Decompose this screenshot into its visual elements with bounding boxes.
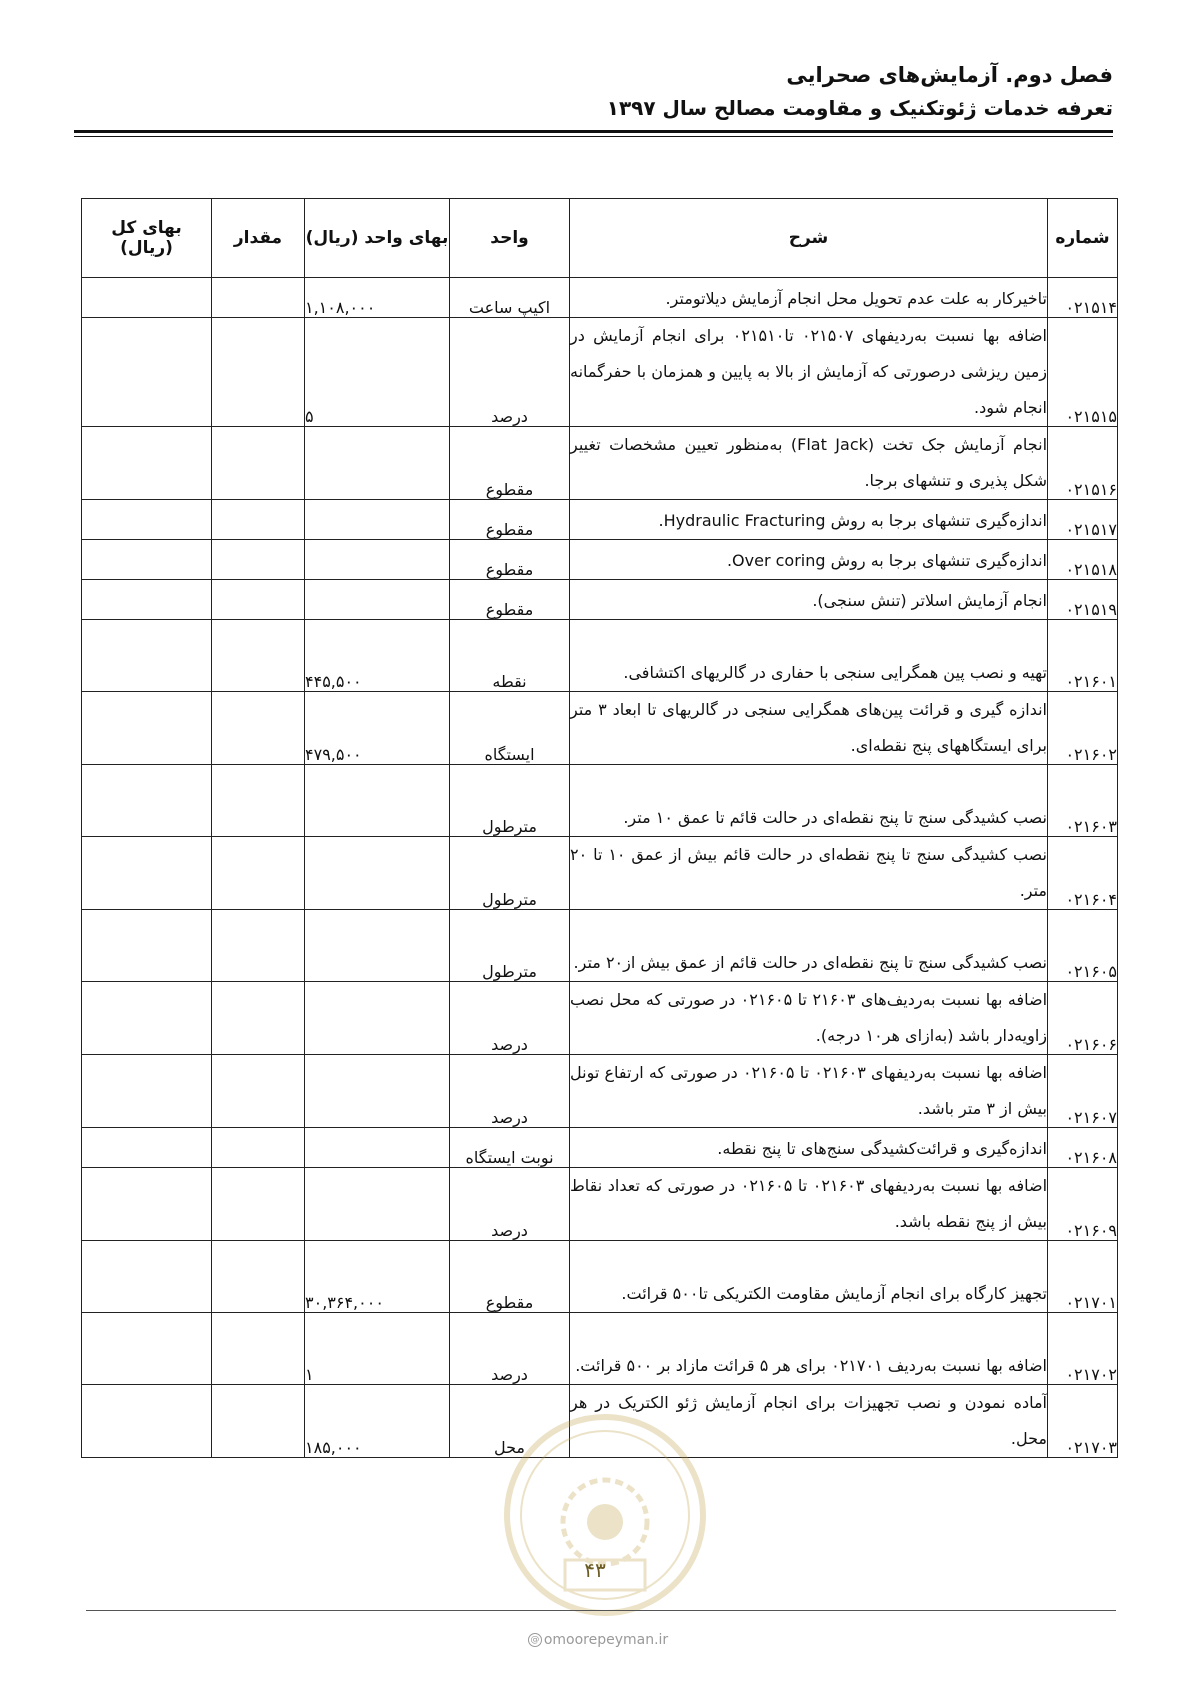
row-quantity	[212, 540, 305, 580]
row-quantity	[212, 1055, 305, 1128]
row-unit: اکیپ ساعت	[450, 278, 570, 318]
row-unit-price: ۵	[305, 318, 450, 427]
row-quantity	[212, 580, 305, 620]
row-quantity	[212, 278, 305, 318]
row-number: ۰۲۱۷۰۲	[1048, 1313, 1118, 1385]
page-header	[73, 58, 1113, 124]
row-unit: مترطول	[450, 765, 570, 837]
table-row	[82, 1128, 1118, 1168]
row-unit: مترطول	[450, 910, 570, 982]
row-quantity	[212, 427, 305, 500]
header-rule-thick	[74, 130, 1113, 133]
row-total	[82, 620, 212, 692]
document-subtitle: تعرفه خدمات ژئوتکنیک و مقاومت مصالح سال ۱۳۹۷	[606, 96, 1113, 120]
row-number: ۰۲۱۵۱۶	[1048, 427, 1118, 500]
row-unit: مقطوع	[450, 500, 570, 540]
row-quantity	[212, 910, 305, 982]
col-header-unit: واحد	[450, 199, 570, 278]
row-total	[82, 318, 212, 427]
row-quantity	[212, 1128, 305, 1168]
row-number: ۰۲۱۶۰۸	[1048, 1128, 1118, 1168]
row-number: ۰۲۱۶۰۵	[1048, 910, 1118, 982]
row-number: ۰۲۱۵۱۴	[1048, 278, 1118, 318]
row-quantity	[212, 982, 305, 1055]
row-total	[82, 692, 212, 765]
table-row	[82, 278, 1118, 318]
table-row	[82, 837, 1118, 910]
row-number: ۰۲۱۶۰۴	[1048, 837, 1118, 910]
table-row	[82, 1313, 1118, 1385]
row-unit-price	[305, 580, 450, 620]
row-description: اندازه‌گیری و قرائت‌کشیدگی سنج‌های تا پنج نقطه.	[570, 1128, 1048, 1168]
table-row	[82, 318, 1118, 427]
row-total	[82, 837, 212, 910]
row-unit: ایستگاه	[450, 692, 570, 765]
row-total	[82, 1128, 212, 1168]
row-total	[82, 500, 212, 540]
row-unit-price	[305, 837, 450, 910]
table-row	[82, 765, 1118, 837]
row-description: نصب کشیدگی سنج تا پنج نقطه‌ای در حالت قائم تا عمق ۱۰ متر.	[570, 765, 1048, 837]
row-description: آماده نمودن و نصب تجهیزات برای انجام آزمایش ژئو الکتریک در هر محل.	[570, 1385, 1048, 1458]
row-total	[82, 1055, 212, 1128]
row-number: ۰۲۱۶۰۷	[1048, 1055, 1118, 1128]
row-description: اضافه بها نسبت به‌ردیفهای ۰۲۱۵۰۷ تا۰۲۱۵۱۰ برای انجام آزمایش در زمین ریزشی درصورتی که آزمایش از بالا به پایین و همزمان با حفرگمانه انجام شود.	[570, 318, 1048, 427]
row-total	[82, 910, 212, 982]
col-header-number: شماره	[1048, 199, 1118, 278]
row-total	[82, 580, 212, 620]
row-description: نصب کشیدگی سنج تا پنج نقطه‌ای در حالت قائم از عمق بیش از۲۰ متر.	[570, 910, 1048, 982]
row-description: تجهیز کارگاه برای انجام آزمایش مقاومت الکتریکی تا۵۰۰ قرائت.	[570, 1241, 1048, 1313]
row-total	[82, 540, 212, 580]
row-total	[82, 278, 212, 318]
row-unit-price	[305, 1055, 450, 1128]
table-row	[82, 692, 1118, 765]
row-description: تهیه و نصب پین همگرایی سنجی با حفاری در گالریهای اکتشافی.	[570, 620, 1048, 692]
row-quantity	[212, 500, 305, 540]
col-header-total: بهای کل (ریال)	[82, 199, 212, 278]
col-header-unit-price: بهای واحد (ریال)	[305, 199, 450, 278]
col-header-quantity: مقدار	[212, 199, 305, 278]
row-unit-price	[305, 540, 450, 580]
row-unit-price	[305, 982, 450, 1055]
row-number: ۰۲۱۷۰۳	[1048, 1385, 1118, 1458]
row-unit-price: ۱	[305, 1313, 450, 1385]
row-number: ۰۲۱۵۱۵	[1048, 318, 1118, 427]
table-row	[82, 1241, 1118, 1313]
row-description: اضافه بها نسبت به‌ردیفهای ۰۲۱۶۰۳ تا ۰۲۱۶۰۵ در صورتی که ارتفاع تونل بیش از ۳ متر باشد.	[570, 1055, 1048, 1128]
row-description: اندازه‌گیری تنشهای برجا به روش Hydraulic Fracturing.	[570, 500, 1048, 540]
table-row	[82, 500, 1118, 540]
row-number: ۰۲۱۶۰۳	[1048, 765, 1118, 837]
row-description: اضافه بها نسبت به‌ردیف‌های ۲۱۶۰۳ تا ۰۲۱۶۰۵ در صورتی که محل نصب زاویه‌دار باشد (به‌ازای هر۱۰ درجه).	[570, 982, 1048, 1055]
row-description: انجام آزمایش جک تخت (Flat Jack) به‌منظور تعیین مشخصات تغییر شکل پذیری و تنشهای برجا.	[570, 427, 1048, 500]
row-number: ۰۲۱۶۰۱	[1048, 620, 1118, 692]
tariff-table	[81, 198, 1118, 1458]
table-row	[82, 427, 1118, 500]
row-quantity	[212, 765, 305, 837]
row-description: اضافه بها نسبت به‌ردیفهای ۰۲۱۶۰۳ تا ۰۲۱۶۰۵ در صورتی که تعداد نقاط بیش از پنج نقطه باشد.	[570, 1168, 1048, 1241]
row-unit-price: ۱,۱۰۸,۰۰۰	[305, 278, 450, 318]
table-row	[82, 910, 1118, 982]
row-description: تاخیرکار به علت عدم تحویل محل انجام آزمایش دیلاتومتر.	[570, 278, 1048, 318]
table-row	[82, 1168, 1118, 1241]
row-number: ۰۲۱۷۰۱	[1048, 1241, 1118, 1313]
row-unit-price	[305, 1168, 450, 1241]
row-quantity	[212, 318, 305, 427]
row-unit: نقطه	[450, 620, 570, 692]
row-number: ۰۲۱۵۱۹	[1048, 580, 1118, 620]
row-unit-price: ۳۰,۳۶۴,۰۰۰	[305, 1241, 450, 1313]
website-text: omoorepeyman.ir	[543, 1632, 669, 1648]
row-unit: مقطوع	[450, 580, 570, 620]
at-icon: @	[528, 1633, 542, 1647]
row-unit: نوبت ایستگاه	[450, 1128, 570, 1168]
table-row	[82, 620, 1118, 692]
row-unit-price	[305, 500, 450, 540]
row-description: انجام آزمایش اسلاتر (تنش سنجی).	[570, 580, 1048, 620]
table-row	[82, 540, 1118, 580]
row-description: نصب کشیدگی سنج تا پنج نقطه‌ای در حالت قائم بیش از عمق ۱۰ تا ۲۰ متر.	[570, 837, 1048, 910]
row-unit: مقطوع	[450, 427, 570, 500]
row-number: ۰۲۱۵۱۸	[1048, 540, 1118, 580]
row-quantity	[212, 837, 305, 910]
row-total	[82, 1241, 212, 1313]
row-unit: مترطول	[450, 837, 570, 910]
row-unit: محل	[450, 1385, 570, 1458]
table-body	[82, 278, 1118, 1458]
row-unit: مقطوع	[450, 1241, 570, 1313]
row-quantity	[212, 1385, 305, 1458]
row-number: ۰۲۱۶۰۲	[1048, 692, 1118, 765]
row-total	[82, 427, 212, 500]
row-unit: درصد	[450, 1168, 570, 1241]
footer-rule	[86, 1610, 1116, 1611]
row-number: ۰۲۱۶۰۶	[1048, 982, 1118, 1055]
website-footer	[498, 1632, 698, 1648]
row-quantity	[212, 1241, 305, 1313]
row-quantity	[212, 620, 305, 692]
table-row	[82, 982, 1118, 1055]
row-unit: درصد	[450, 318, 570, 427]
col-header-description: شرح	[570, 199, 1048, 278]
header-rule-thin	[74, 136, 1113, 137]
chapter-title: فصل دوم. آزمایش‌های صحرایی	[786, 63, 1113, 87]
table-row	[82, 1055, 1118, 1128]
row-description: اضافه بها نسبت به‌ردیف ۰۲۱۷۰۱ برای هر ۵ قرائت مازاد بر ۵۰۰ قرائت.	[570, 1313, 1048, 1385]
page-number: ۴۳	[584, 1558, 606, 1582]
row-quantity	[212, 692, 305, 765]
row-unit-price	[305, 765, 450, 837]
row-total	[82, 1385, 212, 1458]
row-unit-price	[305, 427, 450, 500]
row-unit: درصد	[450, 982, 570, 1055]
row-unit-price	[305, 1128, 450, 1168]
row-unit-price: ۱۸۵,۰۰۰	[305, 1385, 450, 1458]
row-unit-price: ۴۷۹,۵۰۰	[305, 692, 450, 765]
table-header-row	[82, 199, 1118, 278]
table-row	[82, 1385, 1118, 1458]
row-unit-price	[305, 910, 450, 982]
row-total	[82, 1168, 212, 1241]
row-unit: درصد	[450, 1055, 570, 1128]
row-total	[82, 982, 212, 1055]
row-unit: درصد	[450, 1313, 570, 1385]
row-quantity	[212, 1168, 305, 1241]
row-quantity	[212, 1313, 305, 1385]
row-number: ۰۲۱۵۱۷	[1048, 500, 1118, 540]
row-description: اندازه گیری و قرائت پین‌های همگرایی سنجی در گالریهای تا ابعاد ۳ متر برای ایستگاههای پنج نقطه‌ای.	[570, 692, 1048, 765]
row-total	[82, 1313, 212, 1385]
row-number: ۰۲۱۶۰۹	[1048, 1168, 1118, 1241]
table-row	[82, 580, 1118, 620]
row-description: اندازه‌گیری تنشهای برجا به روش Over coring.	[570, 540, 1048, 580]
row-unit-price: ۴۴۵,۵۰۰	[305, 620, 450, 692]
row-unit: مقطوع	[450, 540, 570, 580]
row-total	[82, 765, 212, 837]
